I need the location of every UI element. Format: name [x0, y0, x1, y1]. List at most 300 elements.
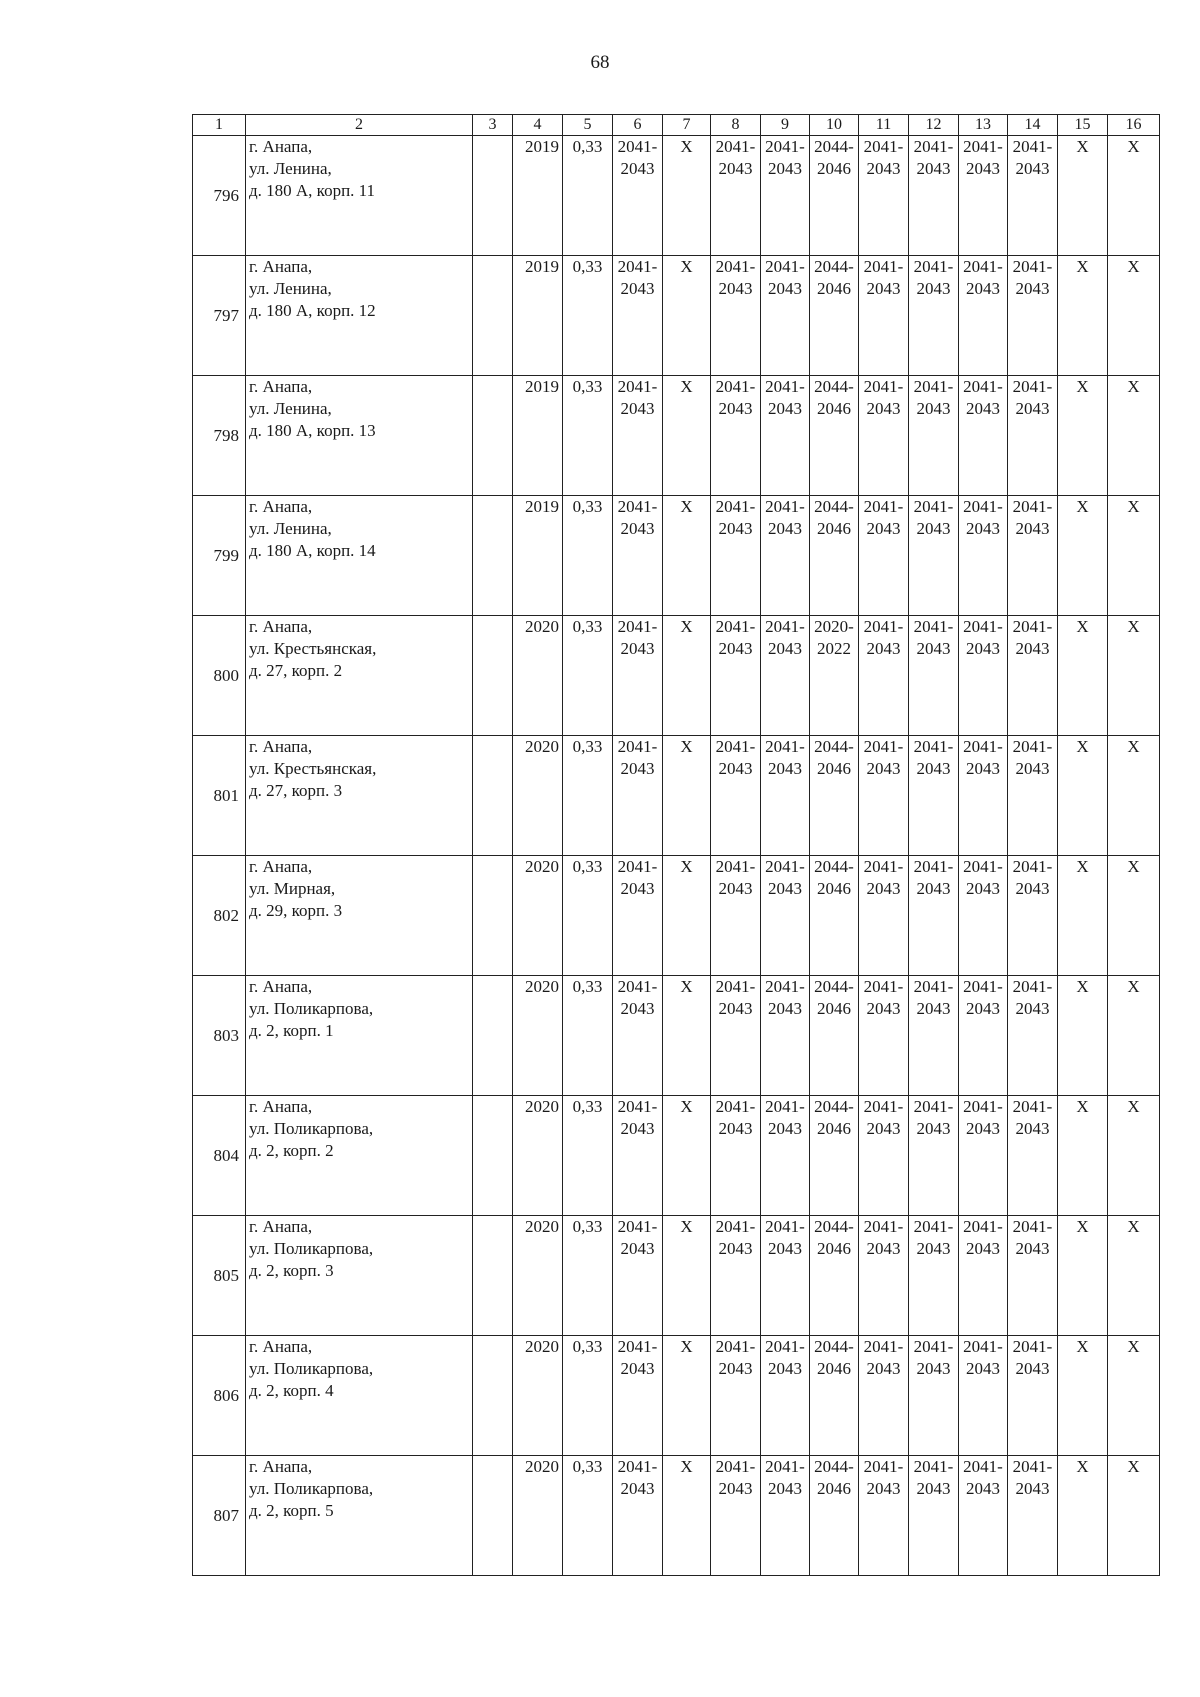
period-line: 2043 — [620, 759, 655, 778]
period-line: 2043 — [620, 999, 655, 1018]
period-line: 2043 — [718, 279, 753, 298]
x-mark-cell: X — [1058, 496, 1108, 616]
period-line: 2043 — [1015, 399, 1050, 418]
period-cell — [959, 1336, 1008, 1456]
x-mark-cell: X — [663, 1216, 711, 1336]
period-cell — [859, 136, 909, 256]
period-line: 2041- — [913, 377, 954, 396]
period-cell — [859, 1096, 909, 1216]
value-cell: 0,33 — [563, 1216, 613, 1336]
address-line: г. Анапа, — [249, 1097, 313, 1116]
empty-cell — [473, 256, 513, 376]
period-line: 2041- — [765, 1097, 805, 1116]
x-mark-cell: X — [663, 856, 711, 976]
address-line: ул. Поликарпова, — [249, 999, 374, 1018]
x-mark-cell: X — [1108, 496, 1160, 616]
period-line: 2043 — [718, 1239, 753, 1258]
period-line: 2044- — [814, 257, 854, 276]
period-line: 2041- — [765, 617, 805, 636]
period-line: 2046 — [817, 1119, 851, 1138]
period-line: 2043 — [866, 1119, 901, 1138]
address-line: г. Анапа, — [249, 377, 313, 396]
address-line: ул. Крестьянская, — [249, 639, 377, 658]
period-line: 2041- — [1012, 1337, 1053, 1356]
address-cell — [246, 616, 473, 736]
address-line: д. 180 А, корп. 11 — [249, 181, 376, 200]
address-line: г. Анапа, — [249, 617, 313, 636]
address-line: г. Анапа, — [249, 857, 313, 876]
table-header-row — [193, 115, 1160, 136]
period-cell — [1008, 1216, 1058, 1336]
period-cell — [761, 136, 810, 256]
period-line: 2043 — [718, 1479, 753, 1498]
period-cell — [810, 1336, 859, 1456]
period-cell — [810, 856, 859, 976]
address-cell — [246, 856, 473, 976]
x-mark-cell: X — [1108, 136, 1160, 256]
year-cell: 2020 — [513, 856, 563, 976]
period-line: 2041- — [1012, 257, 1053, 276]
period-line: 2043 — [620, 1119, 655, 1138]
period-cell — [959, 376, 1008, 496]
period-line: 2041- — [963, 977, 1003, 996]
period-line: 2043 — [916, 159, 951, 178]
address-cell — [246, 1096, 473, 1216]
column-number-header: 6 — [613, 115, 663, 136]
period-cell — [909, 1456, 959, 1576]
period-cell — [1008, 376, 1058, 496]
period-line: 2043 — [768, 999, 802, 1018]
period-cell — [613, 1216, 663, 1336]
period-cell — [810, 376, 859, 496]
table-row — [193, 256, 1160, 376]
column-number-header: 16 — [1108, 115, 1160, 136]
period-cell — [909, 856, 959, 976]
period-line: 2043 — [718, 879, 753, 898]
x-mark-cell: X — [1058, 1456, 1108, 1576]
column-number-header: 3 — [473, 115, 513, 136]
address-line: д. 27, корп. 2 — [249, 661, 343, 680]
period-cell — [959, 616, 1008, 736]
period-cell — [909, 1096, 959, 1216]
period-cell — [810, 1216, 859, 1336]
period-cell — [810, 616, 859, 736]
address-line: ул. Ленина, — [249, 159, 332, 178]
period-line: 2041- — [765, 1337, 805, 1356]
period-line: 2041- — [963, 617, 1003, 636]
period-line: 2043 — [768, 399, 802, 418]
x-mark-cell: X — [663, 1336, 711, 1456]
column-number-header: 5 — [563, 115, 613, 136]
address-cell — [246, 376, 473, 496]
period-cell — [959, 496, 1008, 616]
x-mark-cell: X — [1058, 1336, 1108, 1456]
period-line: 2043 — [916, 999, 951, 1018]
period-line: 2046 — [817, 1239, 851, 1258]
period-cell — [959, 1456, 1008, 1576]
period-cell — [711, 856, 761, 976]
period-line: 2044- — [814, 857, 854, 876]
period-line: 2044- — [814, 497, 854, 516]
period-line: 2041- — [715, 977, 756, 996]
period-cell — [613, 136, 663, 256]
address-line: д. 27, корп. 3 — [249, 781, 343, 800]
period-line: 2046 — [817, 279, 851, 298]
period-line: 2041- — [715, 617, 756, 636]
row-number-cell: 800 — [193, 616, 246, 736]
period-line: 2043 — [866, 519, 901, 538]
period-line: 2043 — [916, 1239, 951, 1258]
period-line: 2041- — [765, 977, 805, 996]
period-cell — [909, 256, 959, 376]
address-line: ул. Поликарпова, — [249, 1119, 374, 1138]
data-table — [192, 114, 1160, 1576]
period-line: 2041- — [963, 1457, 1003, 1476]
period-line: 2046 — [817, 1479, 851, 1498]
period-line: 2043 — [768, 519, 802, 538]
x-mark-cell: X — [1058, 256, 1108, 376]
address-line: д. 2, корп. 5 — [249, 1501, 334, 1520]
period-line: 2041- — [765, 737, 805, 756]
address-line: д. 180 А, корп. 12 — [249, 301, 376, 320]
period-line: 2041- — [715, 857, 756, 876]
period-cell — [810, 1096, 859, 1216]
column-number-header: 4 — [513, 115, 563, 136]
period-line: 2044- — [814, 737, 854, 756]
period-line: 2041- — [863, 377, 904, 396]
period-line: 2043 — [966, 519, 1000, 538]
period-line: 2041- — [617, 137, 658, 156]
period-cell — [613, 856, 663, 976]
period-cell — [959, 256, 1008, 376]
address-line: д. 2, корп. 2 — [249, 1141, 334, 1160]
period-cell — [909, 1216, 959, 1336]
period-line: 2041- — [863, 1457, 904, 1476]
value-cell: 0,33 — [563, 1336, 613, 1456]
period-cell — [711, 376, 761, 496]
period-line: 2046 — [817, 759, 851, 778]
period-line: 2041- — [963, 377, 1003, 396]
period-cell — [761, 1456, 810, 1576]
period-cell — [711, 1216, 761, 1336]
period-line: 2043 — [916, 519, 951, 538]
address-line: ул. Поликарпова, — [249, 1359, 374, 1378]
period-line: 2041- — [863, 1097, 904, 1116]
period-line: 2041- — [617, 1097, 658, 1116]
period-cell — [1008, 1336, 1058, 1456]
column-number-header: 12 — [909, 115, 959, 136]
period-line: 2041- — [963, 1097, 1003, 1116]
period-line: 2041- — [617, 257, 658, 276]
period-line: 2041- — [765, 377, 805, 396]
period-cell — [859, 616, 909, 736]
value-cell: 0,33 — [563, 736, 613, 856]
period-line: 2041- — [1012, 857, 1053, 876]
period-line: 2041- — [863, 617, 904, 636]
period-line: 2043 — [916, 279, 951, 298]
period-line: 2041- — [617, 857, 658, 876]
period-line: 2043 — [966, 1119, 1000, 1138]
period-line: 2041- — [617, 1337, 658, 1356]
period-line: 2043 — [768, 279, 802, 298]
period-cell — [613, 1096, 663, 1216]
address-line: г. Анапа, — [249, 1457, 313, 1476]
table-row — [193, 376, 1160, 496]
period-line: 2041- — [617, 497, 658, 516]
period-line: 2043 — [966, 1239, 1000, 1258]
period-cell — [711, 1456, 761, 1576]
period-cell — [761, 976, 810, 1096]
period-line: 2041- — [963, 737, 1003, 756]
period-cell — [711, 1096, 761, 1216]
period-line: 2041- — [715, 137, 756, 156]
period-cell — [810, 736, 859, 856]
period-line: 2041- — [1012, 617, 1053, 636]
address-line: г. Анапа, — [249, 257, 313, 276]
x-mark-cell: X — [1108, 1336, 1160, 1456]
column-number-header: 13 — [959, 115, 1008, 136]
period-line: 2043 — [718, 759, 753, 778]
x-mark-cell: X — [1108, 1096, 1160, 1216]
address-cell — [246, 1216, 473, 1336]
period-line: 2043 — [866, 399, 901, 418]
period-line: 2041- — [1012, 977, 1053, 996]
period-line: 2041- — [715, 1457, 756, 1476]
address-line: д. 180 А, корп. 13 — [249, 421, 376, 440]
period-line: 2041- — [765, 1457, 805, 1476]
x-mark-cell: X — [1108, 856, 1160, 976]
period-line: 2043 — [966, 1479, 1000, 1498]
period-line: 2043 — [620, 159, 655, 178]
period-cell — [959, 1216, 1008, 1336]
period-cell — [613, 376, 663, 496]
period-cell — [613, 616, 663, 736]
period-cell — [1008, 616, 1058, 736]
address-cell — [246, 256, 473, 376]
period-line: 2041- — [765, 497, 805, 516]
empty-cell — [473, 1216, 513, 1336]
period-line: 2043 — [1015, 279, 1050, 298]
period-line: 2041- — [913, 1097, 954, 1116]
address-line: г. Анапа, — [249, 1217, 313, 1236]
period-cell — [761, 616, 810, 736]
period-cell — [810, 1456, 859, 1576]
address-line: г. Анапа, — [249, 137, 313, 156]
period-line: 2041- — [913, 977, 954, 996]
period-line: 2043 — [966, 759, 1000, 778]
period-cell — [959, 736, 1008, 856]
address-line: г. Анапа, — [249, 977, 313, 996]
period-cell — [1008, 1096, 1058, 1216]
period-line: 2041- — [963, 857, 1003, 876]
period-cell — [909, 136, 959, 256]
period-line: 2041- — [617, 617, 658, 636]
year-cell: 2019 — [513, 496, 563, 616]
period-line: 2044- — [814, 137, 854, 156]
period-cell — [761, 856, 810, 976]
period-cell — [761, 736, 810, 856]
period-cell — [711, 136, 761, 256]
x-mark-cell: X — [1108, 256, 1160, 376]
year-cell: 2020 — [513, 1456, 563, 1576]
period-line: 2043 — [1015, 1119, 1050, 1138]
period-line: 2043 — [768, 759, 802, 778]
period-cell — [613, 976, 663, 1096]
period-line: 2041- — [863, 1217, 904, 1236]
period-cell — [810, 256, 859, 376]
period-line: 2043 — [966, 399, 1000, 418]
period-line: 2043 — [866, 1239, 901, 1258]
x-mark-cell: X — [1108, 736, 1160, 856]
value-cell: 0,33 — [563, 856, 613, 976]
row-number-cell: 803 — [193, 976, 246, 1096]
period-cell — [761, 1336, 810, 1456]
period-line: 2043 — [1015, 879, 1050, 898]
period-line: 2043 — [768, 1119, 802, 1138]
empty-cell — [473, 976, 513, 1096]
period-cell — [859, 976, 909, 1096]
period-cell — [810, 136, 859, 256]
x-mark-cell: X — [1108, 616, 1160, 736]
address-line: д. 2, корп. 4 — [249, 1381, 334, 1400]
period-line: 2041- — [765, 257, 805, 276]
table-row — [193, 976, 1160, 1096]
address-line: ул. Ленина, — [249, 279, 332, 298]
period-line: 2043 — [916, 399, 951, 418]
period-line: 2043 — [916, 1359, 951, 1378]
period-line: 2041- — [913, 137, 954, 156]
period-cell — [613, 1336, 663, 1456]
period-line: 2041- — [913, 1457, 954, 1476]
year-cell: 2020 — [513, 1216, 563, 1336]
period-line: 2043 — [620, 879, 655, 898]
address-line: д. 2, корп. 3 — [249, 1261, 334, 1280]
period-line: 2041- — [913, 1217, 954, 1236]
value-cell: 0,33 — [563, 136, 613, 256]
period-cell — [761, 1216, 810, 1336]
x-mark-cell: X — [1058, 1096, 1108, 1216]
period-line: 2041- — [863, 857, 904, 876]
period-cell — [761, 1096, 810, 1216]
period-cell — [859, 856, 909, 976]
period-line: 2043 — [768, 159, 802, 178]
period-line: 2043 — [620, 1359, 655, 1378]
column-number-header: 15 — [1058, 115, 1108, 136]
period-cell — [859, 256, 909, 376]
period-cell — [859, 1216, 909, 1336]
x-mark-cell: X — [1058, 976, 1108, 1096]
period-cell — [909, 616, 959, 736]
row-number-cell: 806 — [193, 1336, 246, 1456]
period-cell — [761, 496, 810, 616]
period-cell — [909, 496, 959, 616]
period-cell — [1008, 976, 1058, 1096]
period-line: 2041- — [863, 1337, 904, 1356]
row-number-cell: 801 — [193, 736, 246, 856]
address-line: г. Анапа, — [249, 1337, 313, 1356]
period-line: 2041- — [913, 497, 954, 516]
address-line: ул. Ленина, — [249, 399, 332, 418]
empty-cell — [473, 1336, 513, 1456]
row-number-cell: 798 — [193, 376, 246, 496]
row-number-cell: 805 — [193, 1216, 246, 1336]
period-line: 2043 — [966, 999, 1000, 1018]
period-line: 2046 — [817, 999, 851, 1018]
period-line: 2041- — [715, 497, 756, 516]
period-line: 2043 — [620, 519, 655, 538]
period-line: 2043 — [916, 759, 951, 778]
period-line: 2043 — [866, 1479, 901, 1498]
year-cell: 2019 — [513, 256, 563, 376]
column-number-header: 11 — [859, 115, 909, 136]
period-line: 2043 — [1015, 1479, 1050, 1498]
address-cell — [246, 496, 473, 616]
period-line: 2043 — [866, 279, 901, 298]
period-line: 2020- — [814, 617, 854, 636]
period-cell — [810, 976, 859, 1096]
empty-cell — [473, 616, 513, 736]
period-cell — [1008, 736, 1058, 856]
x-mark-cell: X — [663, 616, 711, 736]
value-cell: 0,33 — [563, 616, 613, 736]
x-mark-cell: X — [663, 736, 711, 856]
period-line: 2041- — [1012, 737, 1053, 756]
empty-cell — [473, 1096, 513, 1216]
period-line: 2043 — [718, 1359, 753, 1378]
period-cell — [613, 736, 663, 856]
period-cell — [909, 976, 959, 1096]
table-row — [193, 736, 1160, 856]
value-cell: 0,33 — [563, 1096, 613, 1216]
x-mark-cell: X — [1058, 1216, 1108, 1336]
period-line: 2041- — [963, 1217, 1003, 1236]
period-line: 2044- — [814, 1337, 854, 1356]
period-line: 2046 — [817, 399, 851, 418]
period-line: 2043 — [916, 639, 951, 658]
period-line: 2043 — [866, 999, 901, 1018]
period-line: 2043 — [966, 639, 1000, 658]
period-line: 2043 — [620, 1479, 655, 1498]
address-line: ул. Мирная, — [249, 879, 336, 898]
address-line: г. Анапа, — [249, 737, 313, 756]
period-line: 2043 — [620, 399, 655, 418]
period-line: 2043 — [916, 879, 951, 898]
period-line: 2046 — [817, 1359, 851, 1378]
period-line: 2044- — [814, 1097, 854, 1116]
period-line: 2043 — [718, 399, 753, 418]
period-line: 2046 — [817, 519, 851, 538]
period-line: 2041- — [715, 737, 756, 756]
period-cell — [1008, 136, 1058, 256]
x-mark-cell: X — [1058, 136, 1108, 256]
period-cell — [1008, 256, 1058, 376]
period-line: 2041- — [863, 137, 904, 156]
address-line: д. 180 А, корп. 14 — [249, 541, 376, 560]
period-line: 2044- — [814, 377, 854, 396]
column-number-header: 2 — [246, 115, 473, 136]
period-cell — [711, 256, 761, 376]
address-line: ул. Поликарпова, — [249, 1479, 374, 1498]
period-line: 2043 — [866, 1359, 901, 1378]
period-line: 2043 — [966, 279, 1000, 298]
period-line: 2043 — [1015, 639, 1050, 658]
period-cell — [613, 496, 663, 616]
period-cell — [613, 256, 663, 376]
period-line: 2043 — [718, 999, 753, 1018]
period-line: 2041- — [1012, 1217, 1053, 1236]
period-line: 2043 — [966, 159, 1000, 178]
period-line: 2046 — [817, 159, 851, 178]
